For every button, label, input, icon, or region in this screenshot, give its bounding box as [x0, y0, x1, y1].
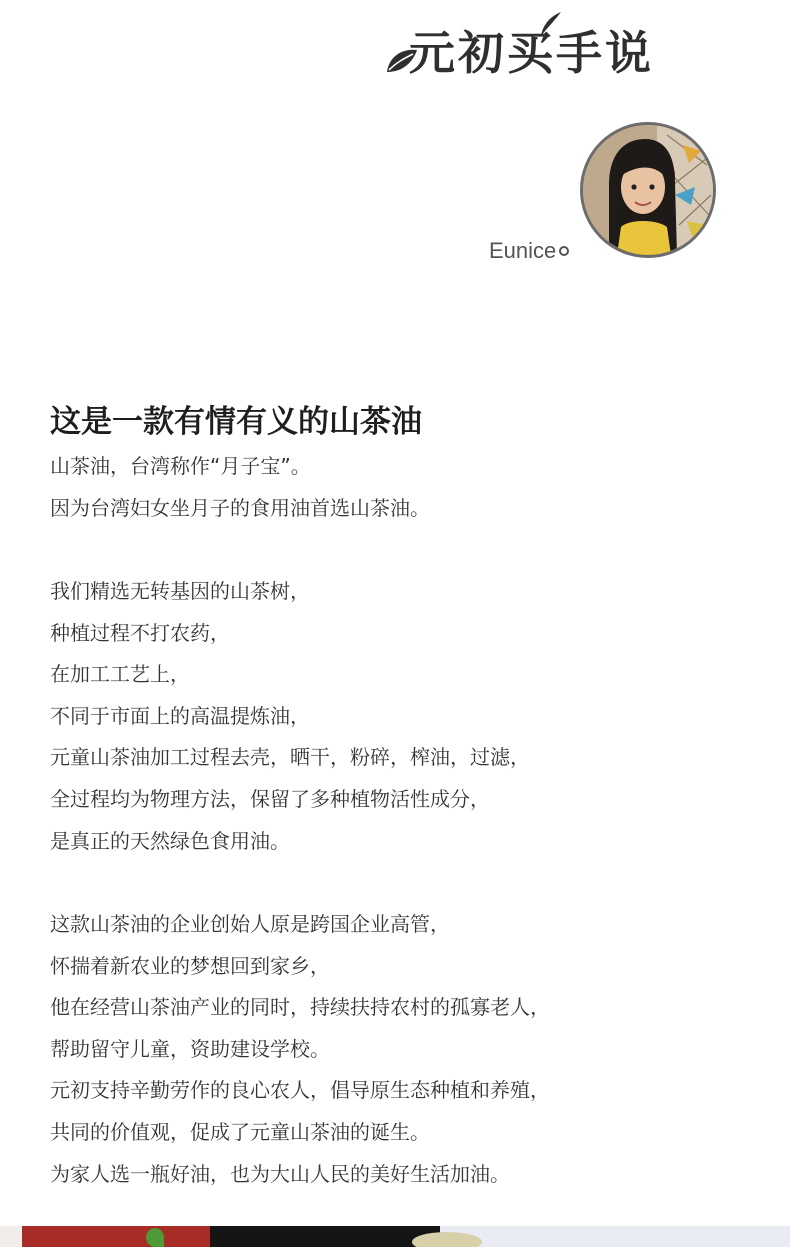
brand-logo [383, 8, 728, 80]
text-line: 山茶油，台湾称作“月子宝”。 [50, 454, 311, 478]
text-line: 元初支持辛勤劳作的良心农人，倡导原生态种植和养殖， [50, 1078, 550, 1103]
text-line: 全过程均为物理方法，保留了多种植物活性成分， [50, 786, 490, 811]
text-line: 不同于市面上的高温提炼油， [50, 703, 310, 728]
text-line: 我们精选无转基因的山茶树， [50, 579, 310, 603]
text-line: 他在经营山茶油产业的同时，持续扶持农村的孤寡老人， [50, 995, 550, 1020]
text-line: 帮助留守儿童，资助建设学校。 [50, 1036, 330, 1061]
photo-segment [210, 1226, 440, 1247]
bowl-decoration [412, 1232, 482, 1247]
circle-dot-icon [559, 246, 569, 256]
photo-segment [22, 1226, 210, 1247]
photo-segment [440, 1226, 790, 1247]
author-avatar [580, 122, 716, 258]
text-line: 是真正的天然绿色食用油。 [50, 828, 290, 853]
avatar-portrait [583, 125, 713, 255]
text-line: 共同的价值观，促成了元童山茶油的诞生。 [50, 1119, 430, 1144]
text-line: 因为台湾妇女坐月子的食用油首选山茶油。 [50, 495, 430, 520]
bottom-photo-strip [0, 1226, 790, 1247]
article-title: 这是一款有情有义的山茶油 [50, 404, 422, 440]
logo-text: 元初买手说 [409, 26, 654, 80]
text-line: 怀揣着新农业的梦想回到家乡， [50, 953, 330, 978]
paragraph-process [50, 571, 530, 862]
author-name [489, 238, 569, 264]
text-line: 这款山茶油的企业创始人原是跨国企业高管， [50, 912, 450, 936]
photo-segment [0, 1226, 22, 1247]
paragraph-founder [50, 904, 550, 1195]
text-line: 元童山茶油加工过程去壳，晒干，粉碎，榨油，过滤， [50, 745, 530, 770]
author-name-text: Eunice [489, 238, 557, 263]
paragraph-intro [50, 446, 430, 529]
logo-sprout-icon [533, 8, 563, 38]
text-line: 为家人选一瓶好油，也为大山人民的美好生活加油。 [50, 1161, 510, 1186]
leaf-decoration [146, 1228, 164, 1247]
text-line: 种植过程不打农药， [50, 620, 230, 645]
text-line: 在加工工艺上， [50, 662, 190, 687]
